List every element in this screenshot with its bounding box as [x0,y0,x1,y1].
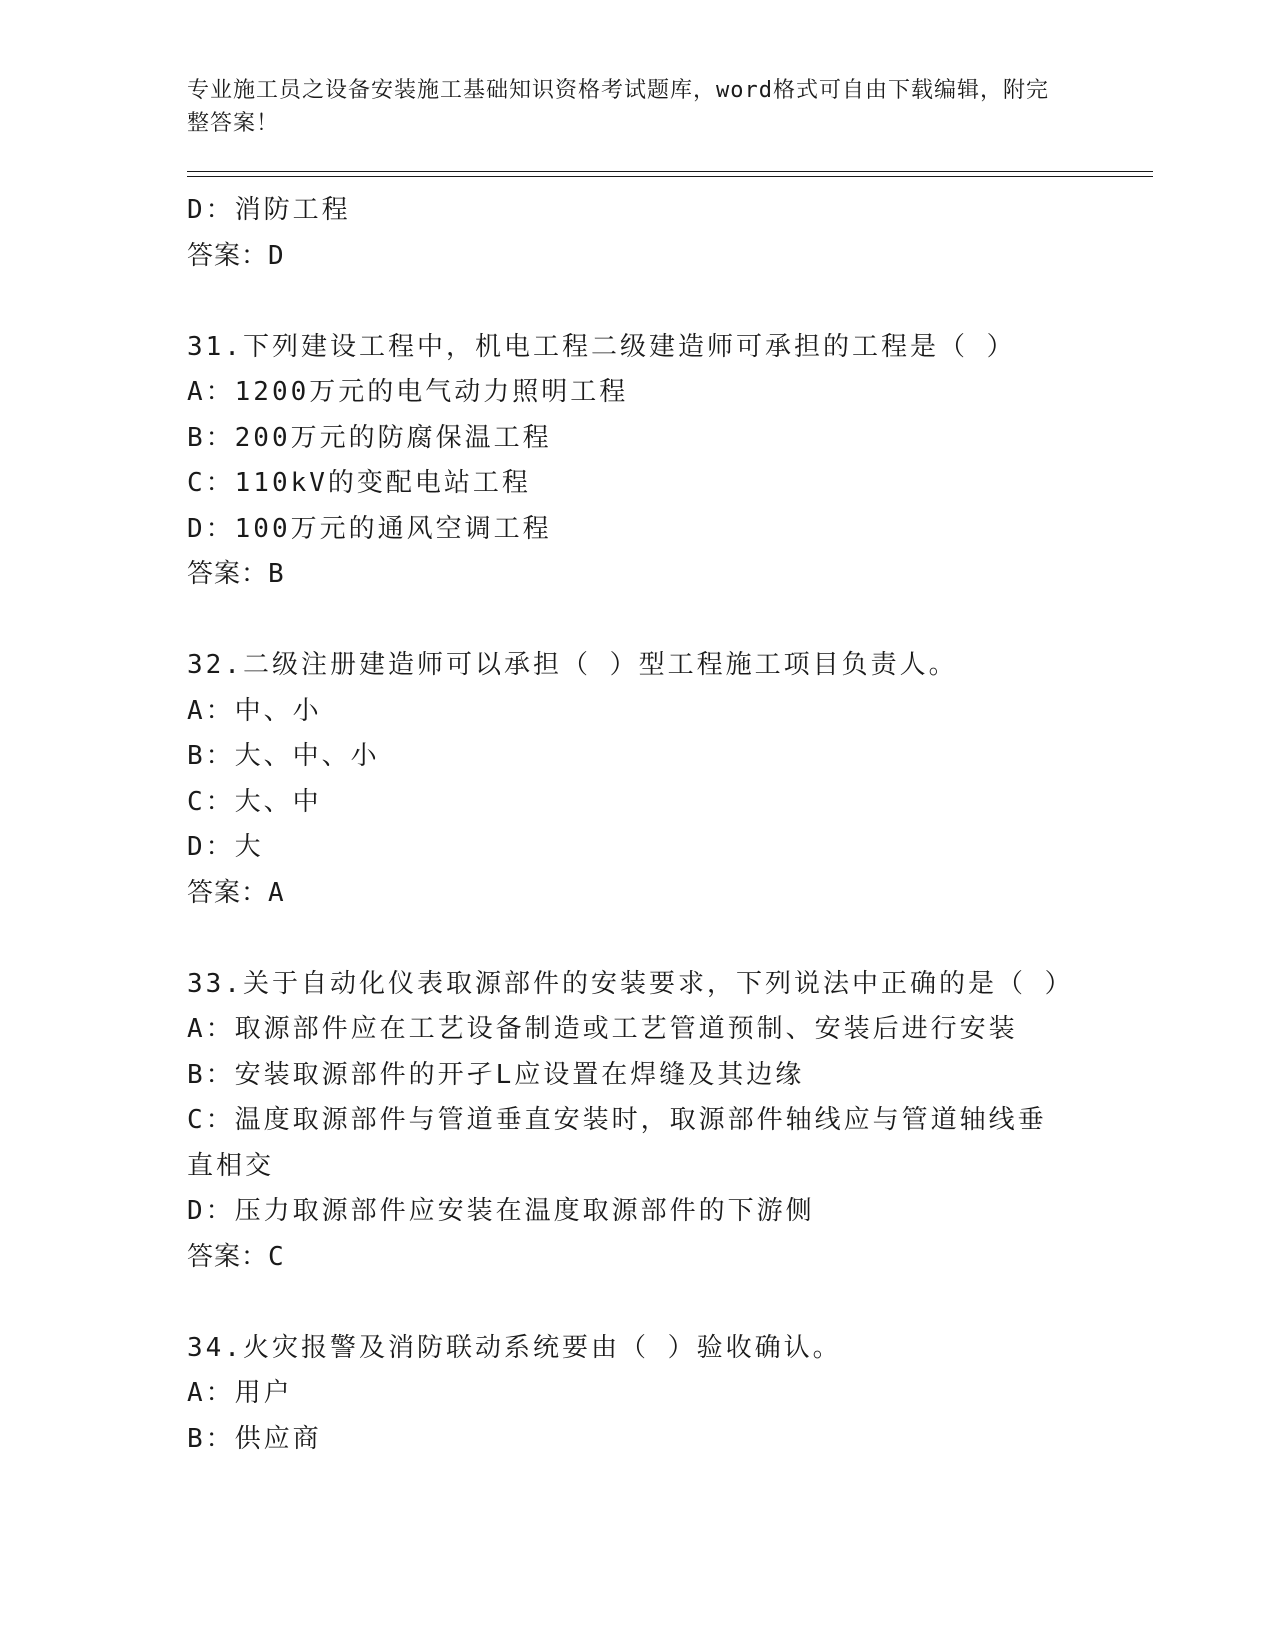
question-32-option-d: D：大 [187,832,264,862]
spacer [187,598,1087,644]
question-32-option-a: A：中、小 [187,695,322,726]
question-31-stem: 31.下列建设工程中，机电工程二级建造师可承担的工程是（ ） [187,331,1016,362]
answer-value: D [268,240,285,271]
option-d-prev: D：消防工程 [187,195,351,225]
answer-label: 答案： [187,877,269,908]
question-32-answer [187,871,1087,917]
spacer [187,1280,1087,1326]
header-divider-bottom [187,176,1153,177]
header-divider-top [187,171,1153,172]
question-31-option-d: D：100万元的通风空调工程 [187,513,552,544]
question-33-option-c: C：温度取源部件与管道垂直安装时，取源部件轴线应与管道轴线垂直相交 [187,1105,1047,1181]
question-31-option-c: C：110kV的变配电站工程 [187,468,531,498]
answer-label: 答案： [187,240,269,271]
question-33-option-b: B：安装取源部件的开孑L应设置在焊缝及其边缘 [187,1059,805,1090]
answer-value: A [268,877,285,908]
question-31-option-b: B：200万元的防腐保温工程 [187,422,552,453]
question-34-stem: 34.火灾报警及消防联动系统要由（ ）验收确认。 [187,1332,842,1363]
question-34-option-b: B：供应商 [187,1423,322,1454]
question-33-option-a: A：取源部件应在工艺设备制造或工艺管道预制、安装后进行安装 [187,1014,1018,1044]
answer-label: 答案： [187,559,269,589]
question-32-stem: 32.二级注册建造师可以承担（ ）型工程施工项目负责人。 [187,650,958,680]
question-31-option-a: A：1200万元的电气动力照明工程 [187,377,629,407]
header-title: 专业施工员之设备安装施工基础知识资格考试题库，word格式可自由下载编辑，附完整答案！ [187,78,1049,136]
answer-prev [187,234,1087,280]
question-32-option-b: B：大、中、小 [187,741,380,771]
answer-value: B [268,559,285,589]
spacer [187,279,1087,325]
answer-value: C [268,1241,285,1272]
question-31-answer [187,552,1087,598]
question-33-option-d: D：压力取源部件应安装在温度取源部件的下游侧 [187,1196,815,1226]
spacer [187,916,1087,962]
document-body [187,188,1087,1462]
question-33-stem: 33.关于自动化仪表取源部件的安装要求，下列说法中正确的是（ ） [187,968,1074,999]
answer-label: 答案： [187,1241,269,1272]
document-header [187,74,1067,140]
question-34-option-a: A：用户 [187,1378,293,1408]
question-33-answer [187,1235,1087,1281]
question-32-option-c: C：大、中 [187,786,322,817]
